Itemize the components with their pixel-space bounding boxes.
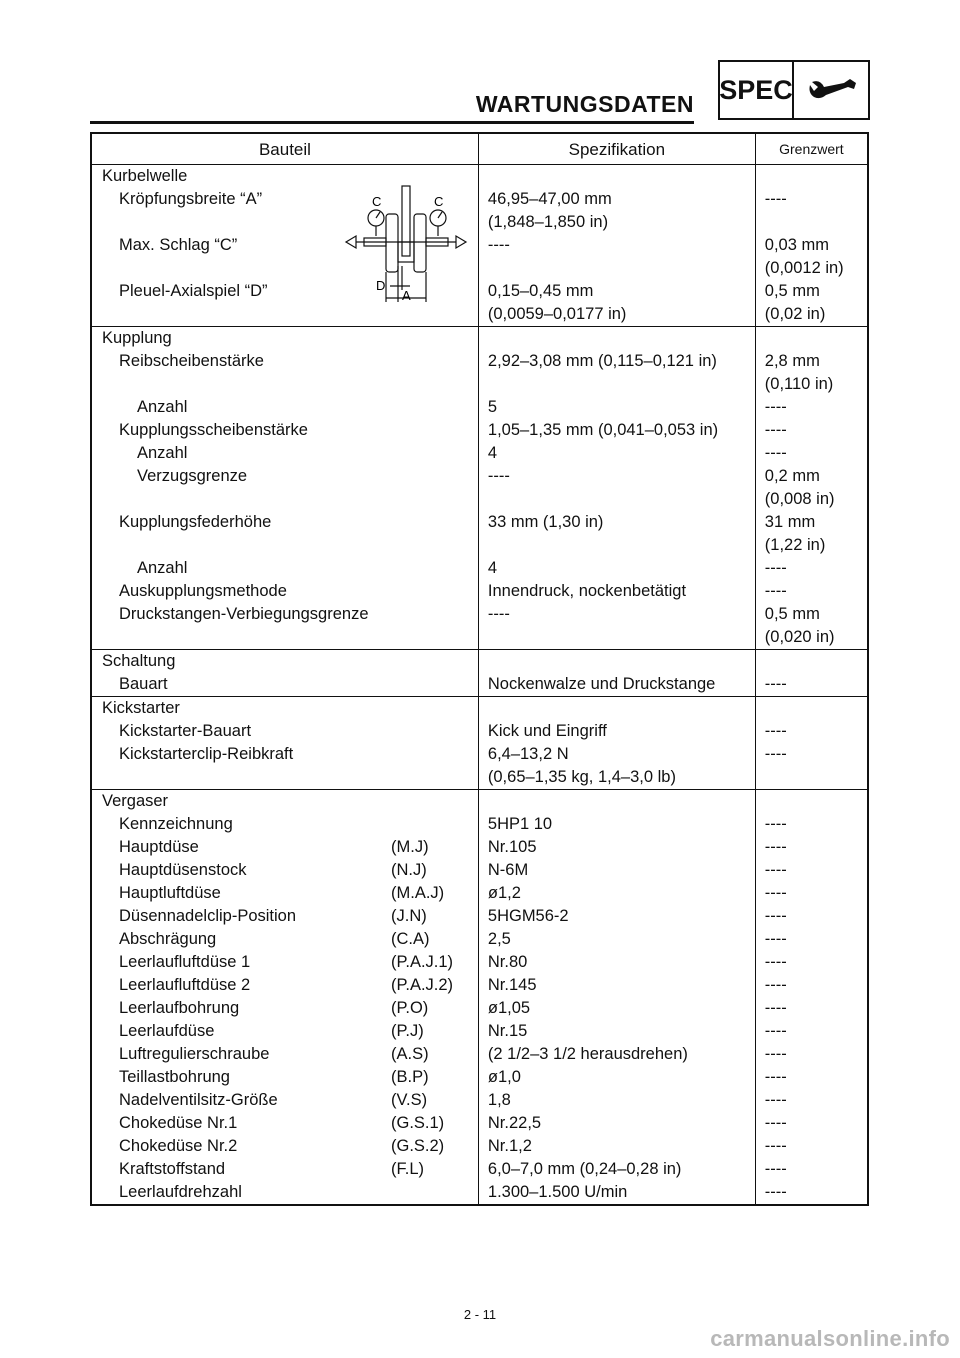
limit-value: ---- xyxy=(764,398,787,416)
item-label: Reibscheibenstärke xyxy=(119,352,264,370)
spec-table xyxy=(90,132,869,1206)
spec-value: 5HGM56-2 xyxy=(487,907,569,925)
limit-value: ---- xyxy=(764,976,787,994)
item-label: Düsennadelclip-Position xyxy=(119,907,297,925)
limit-value: ---- xyxy=(764,190,787,208)
item-label: Hauptdüsenstock xyxy=(119,861,247,879)
item-label: Kupplungsfederhöhe xyxy=(119,513,272,531)
page-header xyxy=(90,60,870,124)
limit-value: (1,22 in) xyxy=(764,536,826,554)
spec-value: (1,848–1,850 in) xyxy=(487,213,609,231)
spec-value: Nr.145 xyxy=(487,976,537,994)
carb-row-label xyxy=(92,813,478,836)
limit-value: ---- xyxy=(764,838,787,856)
limit-value: ---- xyxy=(764,907,787,925)
item-label: Hauptluftdüse xyxy=(119,884,221,902)
item-label: Leerlaufbohrung xyxy=(119,999,240,1017)
spec-value: Innendruck, nockenbetätigt xyxy=(487,582,687,600)
limit-value: (0,02 in) xyxy=(764,305,826,323)
spec-value: ø1,05 xyxy=(487,999,531,1017)
limit-value: (0,110 in) xyxy=(764,375,834,393)
item-label: Kickstarter-Bauart xyxy=(119,722,252,740)
item-code: (P.J) xyxy=(391,1022,424,1040)
carb-row-label xyxy=(92,997,478,1020)
carb-row-label xyxy=(92,1066,478,1089)
item-label: Druckstangen-Verbiegungsgrenze xyxy=(119,605,369,623)
item-label: Leerlaufdüse xyxy=(119,1022,215,1040)
header-rule xyxy=(90,121,694,124)
limit-value: (0,0012 in) xyxy=(764,259,844,277)
item-label: Bauart xyxy=(119,675,168,693)
item-code: (C.A) xyxy=(391,930,430,948)
spec-value: 1.300–1.500 U/min xyxy=(487,1183,628,1201)
diagram-label-a: A xyxy=(402,288,411,302)
item-label: Leerlaufluftdüse 1 xyxy=(119,953,251,971)
item-label: Anzahl xyxy=(137,444,188,462)
spec-value: ø1,2 xyxy=(487,884,521,902)
spec-value: 46,95–47,00 mm xyxy=(487,190,612,208)
spec-value: 1,05–1,35 mm (0,041–0,053 in) xyxy=(487,421,719,439)
limit-value: ---- xyxy=(764,953,787,971)
limit-value: ---- xyxy=(764,421,787,439)
spec-value: Nr.22,5 xyxy=(487,1114,542,1132)
limit-value: ---- xyxy=(764,745,787,763)
header-part: Bauteil xyxy=(91,133,478,165)
limit-value: ---- xyxy=(764,722,787,740)
group-title: Schaltung xyxy=(102,652,176,670)
item-label: Kröpfungsbreite “A” xyxy=(119,190,263,208)
carb-row-label xyxy=(92,1020,478,1043)
item-label: Hauptdüse xyxy=(119,838,199,856)
item-code: (M.A.J) xyxy=(391,884,445,902)
limit-value: ---- xyxy=(764,1068,787,1086)
item-code: (M.J) xyxy=(391,838,429,856)
spec-value: 1,8 xyxy=(487,1091,511,1109)
item-code: (G.S.1) xyxy=(391,1114,445,1132)
item-label: Kupplungsscheibenstärke xyxy=(119,421,308,439)
wrench-icon xyxy=(792,60,870,120)
group-title: Kickstarter xyxy=(102,699,180,717)
carb-row-label xyxy=(92,951,478,974)
limit-value: 0,2 mm xyxy=(764,467,820,485)
item-label: Leerlaufluftdüse 2 xyxy=(119,976,251,994)
page-title: WARTUNGSDATEN xyxy=(475,91,694,117)
spec-value: 5HP1 10 xyxy=(487,815,553,833)
carb-row-label xyxy=(92,1181,478,1204)
spec-value: 5 xyxy=(487,398,498,416)
item-label: Pleuel-Axialspiel “D” xyxy=(119,282,268,300)
carb-row-label xyxy=(92,928,478,951)
item-code: (F.L) xyxy=(391,1160,424,1178)
limit-value: ---- xyxy=(764,1022,787,1040)
header-spec: Spezifikation xyxy=(478,133,755,165)
limit-value: ---- xyxy=(764,815,787,833)
diagram-label-d: D xyxy=(376,278,386,293)
header-limit: Grenzwert xyxy=(755,133,868,165)
spec-value: 2,5 xyxy=(487,930,511,948)
limit-value: ---- xyxy=(764,1160,787,1178)
spec-value: Nr.105 xyxy=(487,838,537,856)
carb-row-label xyxy=(92,882,478,905)
item-code: (J.N) xyxy=(391,907,427,925)
limit-value: 31 mm xyxy=(764,513,816,531)
item-code: (N.J) xyxy=(391,861,427,879)
item-label: Anzahl xyxy=(137,398,188,416)
spec-value: Nockenwalze und Druckstange xyxy=(487,675,716,693)
spec-value: ---- xyxy=(487,236,510,254)
watermark: carmanualsonline.info xyxy=(710,1326,950,1351)
item-code: (P.A.J.1) xyxy=(391,953,454,971)
spec-value: 0,15–0,45 mm xyxy=(487,282,594,300)
limit-value: ---- xyxy=(764,999,787,1017)
spec-value: N-6M xyxy=(487,861,529,879)
item-label: Abschrägung xyxy=(119,930,217,948)
item-label: Kraftstoffstand xyxy=(119,1160,226,1178)
spec-value: Nr.1,2 xyxy=(487,1137,532,1155)
spec-value: ---- xyxy=(487,467,510,485)
group-title: Kupplung xyxy=(102,329,172,347)
item-code: (G.S.2) xyxy=(391,1137,445,1155)
spec-value: (2 1/2–3 1/2 herausdrehen) xyxy=(487,1045,688,1063)
group-title: Vergaser xyxy=(102,792,169,810)
item-label: Luftregulierschraube xyxy=(119,1045,270,1063)
item-label: Auskupplungsmethode xyxy=(119,582,287,600)
carb-row-label xyxy=(92,836,478,859)
carb-row-label xyxy=(92,974,478,997)
group-shift xyxy=(91,650,868,697)
page-number: 2 - 11 xyxy=(463,1307,497,1322)
spec-value: 6,4–13,2 N xyxy=(487,745,569,763)
limit-value: ---- xyxy=(764,582,787,600)
limit-value: 0,03 mm xyxy=(764,236,829,254)
item-code: (A.S) xyxy=(391,1045,429,1063)
item-label: Max. Schlag “C” xyxy=(119,236,238,254)
item-code: (B.P) xyxy=(391,1068,429,1086)
spec-badge: SPEC xyxy=(718,60,794,120)
carb-row-label xyxy=(92,859,478,882)
limit-value: 0,5 mm xyxy=(764,282,820,300)
limit-value: ---- xyxy=(764,675,787,693)
carb-row-label xyxy=(92,905,478,928)
spec-value: (0,65–1,35 kg, 1,4–3,0 lb) xyxy=(487,768,676,786)
item-label: Nadelventilsitz-Größe xyxy=(119,1091,278,1109)
group-clutch xyxy=(91,327,868,650)
item-label: Leerlaufdrehzahl xyxy=(119,1183,242,1201)
limit-value: ---- xyxy=(764,861,787,879)
limit-value: ---- xyxy=(764,1091,787,1109)
group-kickstarter xyxy=(91,697,868,790)
spec-value: 2,92–3,08 mm (0,115–0,121 in) xyxy=(487,352,717,370)
carb-row-label xyxy=(92,1089,478,1112)
item-code: (V.S) xyxy=(391,1091,428,1109)
item-code: (P.A.J.2) xyxy=(391,976,454,994)
spec-value: 33 mm (1,30 in) xyxy=(487,513,604,531)
limit-value: ---- xyxy=(764,559,787,577)
item-label: Chokedüse Nr.1 xyxy=(119,1114,238,1132)
item-code: (P.O) xyxy=(391,999,429,1017)
spec-value: 6,0–7,0 mm (0,24–0,28 in) xyxy=(487,1160,682,1178)
carb-row-label xyxy=(92,1112,478,1135)
group-title: Kurbelwelle xyxy=(102,167,188,185)
limit-value: (0,008 in) xyxy=(764,490,835,508)
spec-value: ---- xyxy=(487,605,510,623)
spec-value: Nr.15 xyxy=(487,1022,528,1040)
spec-value: Kick und Eingriff xyxy=(487,722,607,740)
limit-value: ---- xyxy=(764,930,787,948)
limit-value: (0,020 in) xyxy=(764,628,835,646)
limit-value: ---- xyxy=(764,884,787,902)
carb-row-label xyxy=(92,1135,478,1158)
limit-value: ---- xyxy=(764,1137,787,1155)
limit-value: ---- xyxy=(764,444,787,462)
group-crankshaft xyxy=(91,165,868,327)
spec-value: Nr.80 xyxy=(487,953,528,971)
item-label: Kennzeichnung xyxy=(119,815,233,833)
limit-value: 0,5 mm xyxy=(764,605,820,623)
group-carburetor xyxy=(91,790,868,1206)
item-label: Kickstarterclip-Reibkraft xyxy=(119,745,294,763)
item-label: Chokedüse Nr.2 xyxy=(119,1137,238,1155)
diagram-label-c: C xyxy=(372,194,382,209)
carb-row-label xyxy=(92,1158,478,1181)
limit-value: 2,8 mm xyxy=(764,352,820,370)
limit-value: ---- xyxy=(764,1183,787,1201)
item-label: Anzahl xyxy=(137,559,188,577)
spec-value: 4 xyxy=(487,444,498,462)
item-label: Teillastbohrung xyxy=(119,1068,230,1086)
spec-value: (0,0059–0,0177 in) xyxy=(487,305,627,323)
spec-value: ø1,0 xyxy=(487,1068,521,1086)
limit-value: ---- xyxy=(764,1114,787,1132)
diagram-label-c2: C xyxy=(434,194,444,209)
spec-value: 4 xyxy=(487,559,498,577)
carb-row-label xyxy=(92,1043,478,1066)
limit-value: ---- xyxy=(764,1045,787,1063)
item-label: Verzugsgrenze xyxy=(137,467,248,485)
